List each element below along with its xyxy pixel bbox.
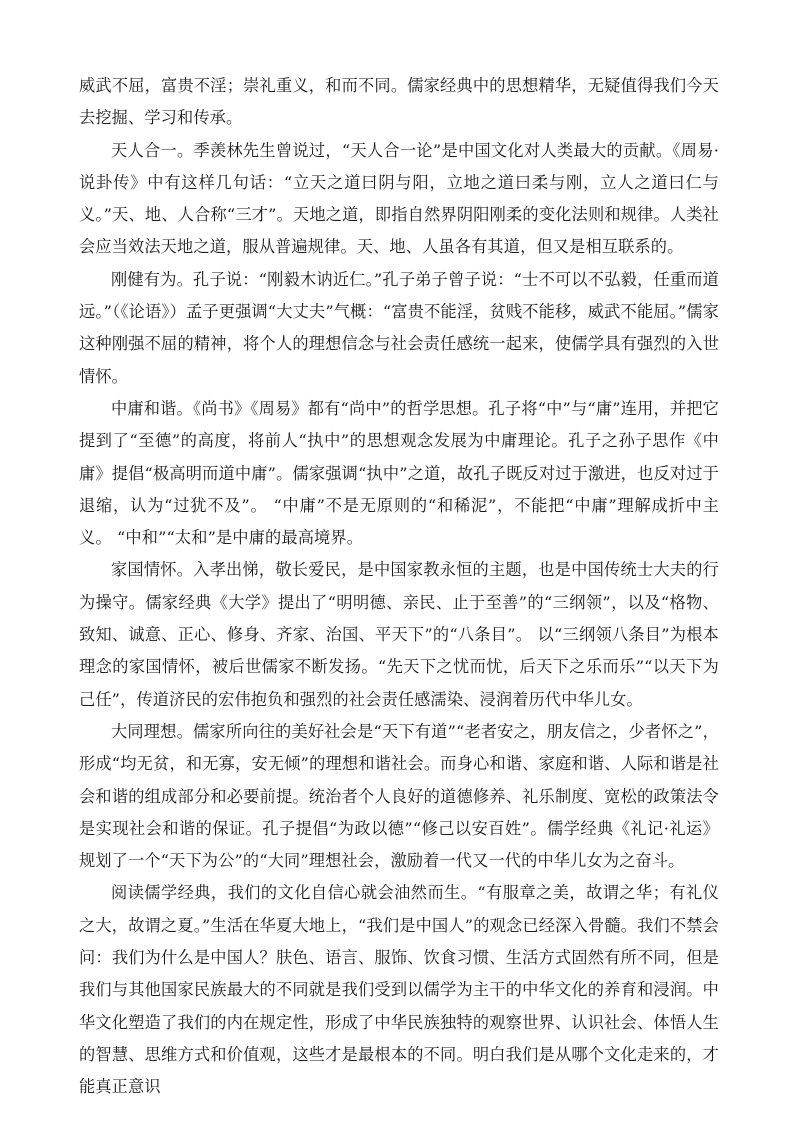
paragraph-tian-ren-he-yi: 天人合一。季羡林先生曾说过，“天人合一论”是中国文化对人类最大的贡献。《周易·说卦传》中有这样几句话：“立天之道曰阴与阳，立地之道曰柔与刚，立人之道曰仁与义。”天、地、人合称“三才”。天地之道，即指自然界阴阳刚柔的变化法则和规律。人类社会应当效法天地之道，服从普遍规律。天、地、人虽各有其道，但又是相互联系的。 bbox=[79, 140, 719, 257]
paragraph-jia-guo-qing-huai: 家国情怀。入孝出悌，敬长爱民，是中国家教永恒的主题，也是中国传统士大夫的行为操守。儒家经典《大学》提出了“明明德、亲民、止于至善”的“三纲领”，以及“格物、致知、诚意、正心、修身、齐家、治国、平天下”的“八条目”。 以“三纲领八条目”为根本理念的家国情怀，被后世儒家不断发扬。“先天下之忧而忧，后天下之乐而乐”“以天下为己任”，传道济民的宏伟抱负和强烈的社会责任感濡染、浸润着历代中华儿女。 bbox=[79, 560, 719, 709]
paragraph-wen-hua-zi-xin: 阅读儒学经典，我们的文化自信心就会油然而生。“有服章之美，故谓之华；有礼仪之大，故谓之夏。”生活在华夏大地上，“我们是中国人”的观念已经深入骨髓。我们不禁会问：我们为什么是中国人？肤色、语言、服饰、饮食习惯、生活方式固然有所不同，但是我们与其他国家民族最大的不同就是我们受到以儒学为主干的中华文化的养育和浸润。中华文化塑造了我们的内在规定性，形成了中华民族独特的观察世界、认识社会、体悟人生的智慧、思维方式和价值观，这些才是最根本的不同。明白我们是从哪个文化走来的，才能真正意识 bbox=[79, 883, 719, 1097]
document-body bbox=[79, 70, 719, 1104]
paragraph-continuation: 威武不屈，富贵不淫；崇礼重义，和而不同。儒家经典中的思想精华，无疑值得我们今天去挖掘、学习和传承。 bbox=[79, 76, 719, 128]
paragraph-zhong-yong-he-xie: 中庸和谐。《尚书》《周易》都有“尚中”的哲学思想。孔子将“中”与“庸”连用，并把它提到了“至德”的高度，将前人“执中”的思想观念发展为中庸理论。孔子之孙子思作《中庸》提倡“极高明而道中庸”。儒家强调“执中”之道，故孔子既反对过于激进，也反对过于退缩，认为“过犹不及”。 “中庸”不是无原则的“和稀泥”，不能把“中庸”理解成折中主义。 “中和”“太和”是中庸的最高境界。 bbox=[79, 398, 719, 548]
paragraph-gang-jian-you-wei: 刚健有为。孔子说：“刚毅木讷近仁。”孔子弟子曾子说：“士不可以不弘毅，任重而道远。”（《论语》）孟子更强调“大丈夫”气概：“富贵不能淫，贫贱不能移，威武不能屈。”儒家这种刚强不屈的精神，将个人的理想信念与社会责任感统一起来，使儒学具有强烈的入世情怀。 bbox=[79, 269, 719, 386]
paragraph-da-tong-li-xiang: 大同理想。儒家所向往的美好社会是“天下有道”“老者安之，朋友信之，少者怀之”，形成“均无贫，和无寡，安无倾”的理想和谐社会。而身心和谐、家庭和谐、人际和谐是社会和谐的组成部分和必要前提。统治者个人良好的道德修养、礼乐制度、宽松的政策法令是实现社会和谐的保证。孔子提倡“为政以德”“修己以安百姓”。儒学经典《礼记·礼运》规划了一个“天下为公”的“大同”理想社会，激励着一代又一代的中华儿女为之奋斗。 bbox=[79, 721, 719, 871]
